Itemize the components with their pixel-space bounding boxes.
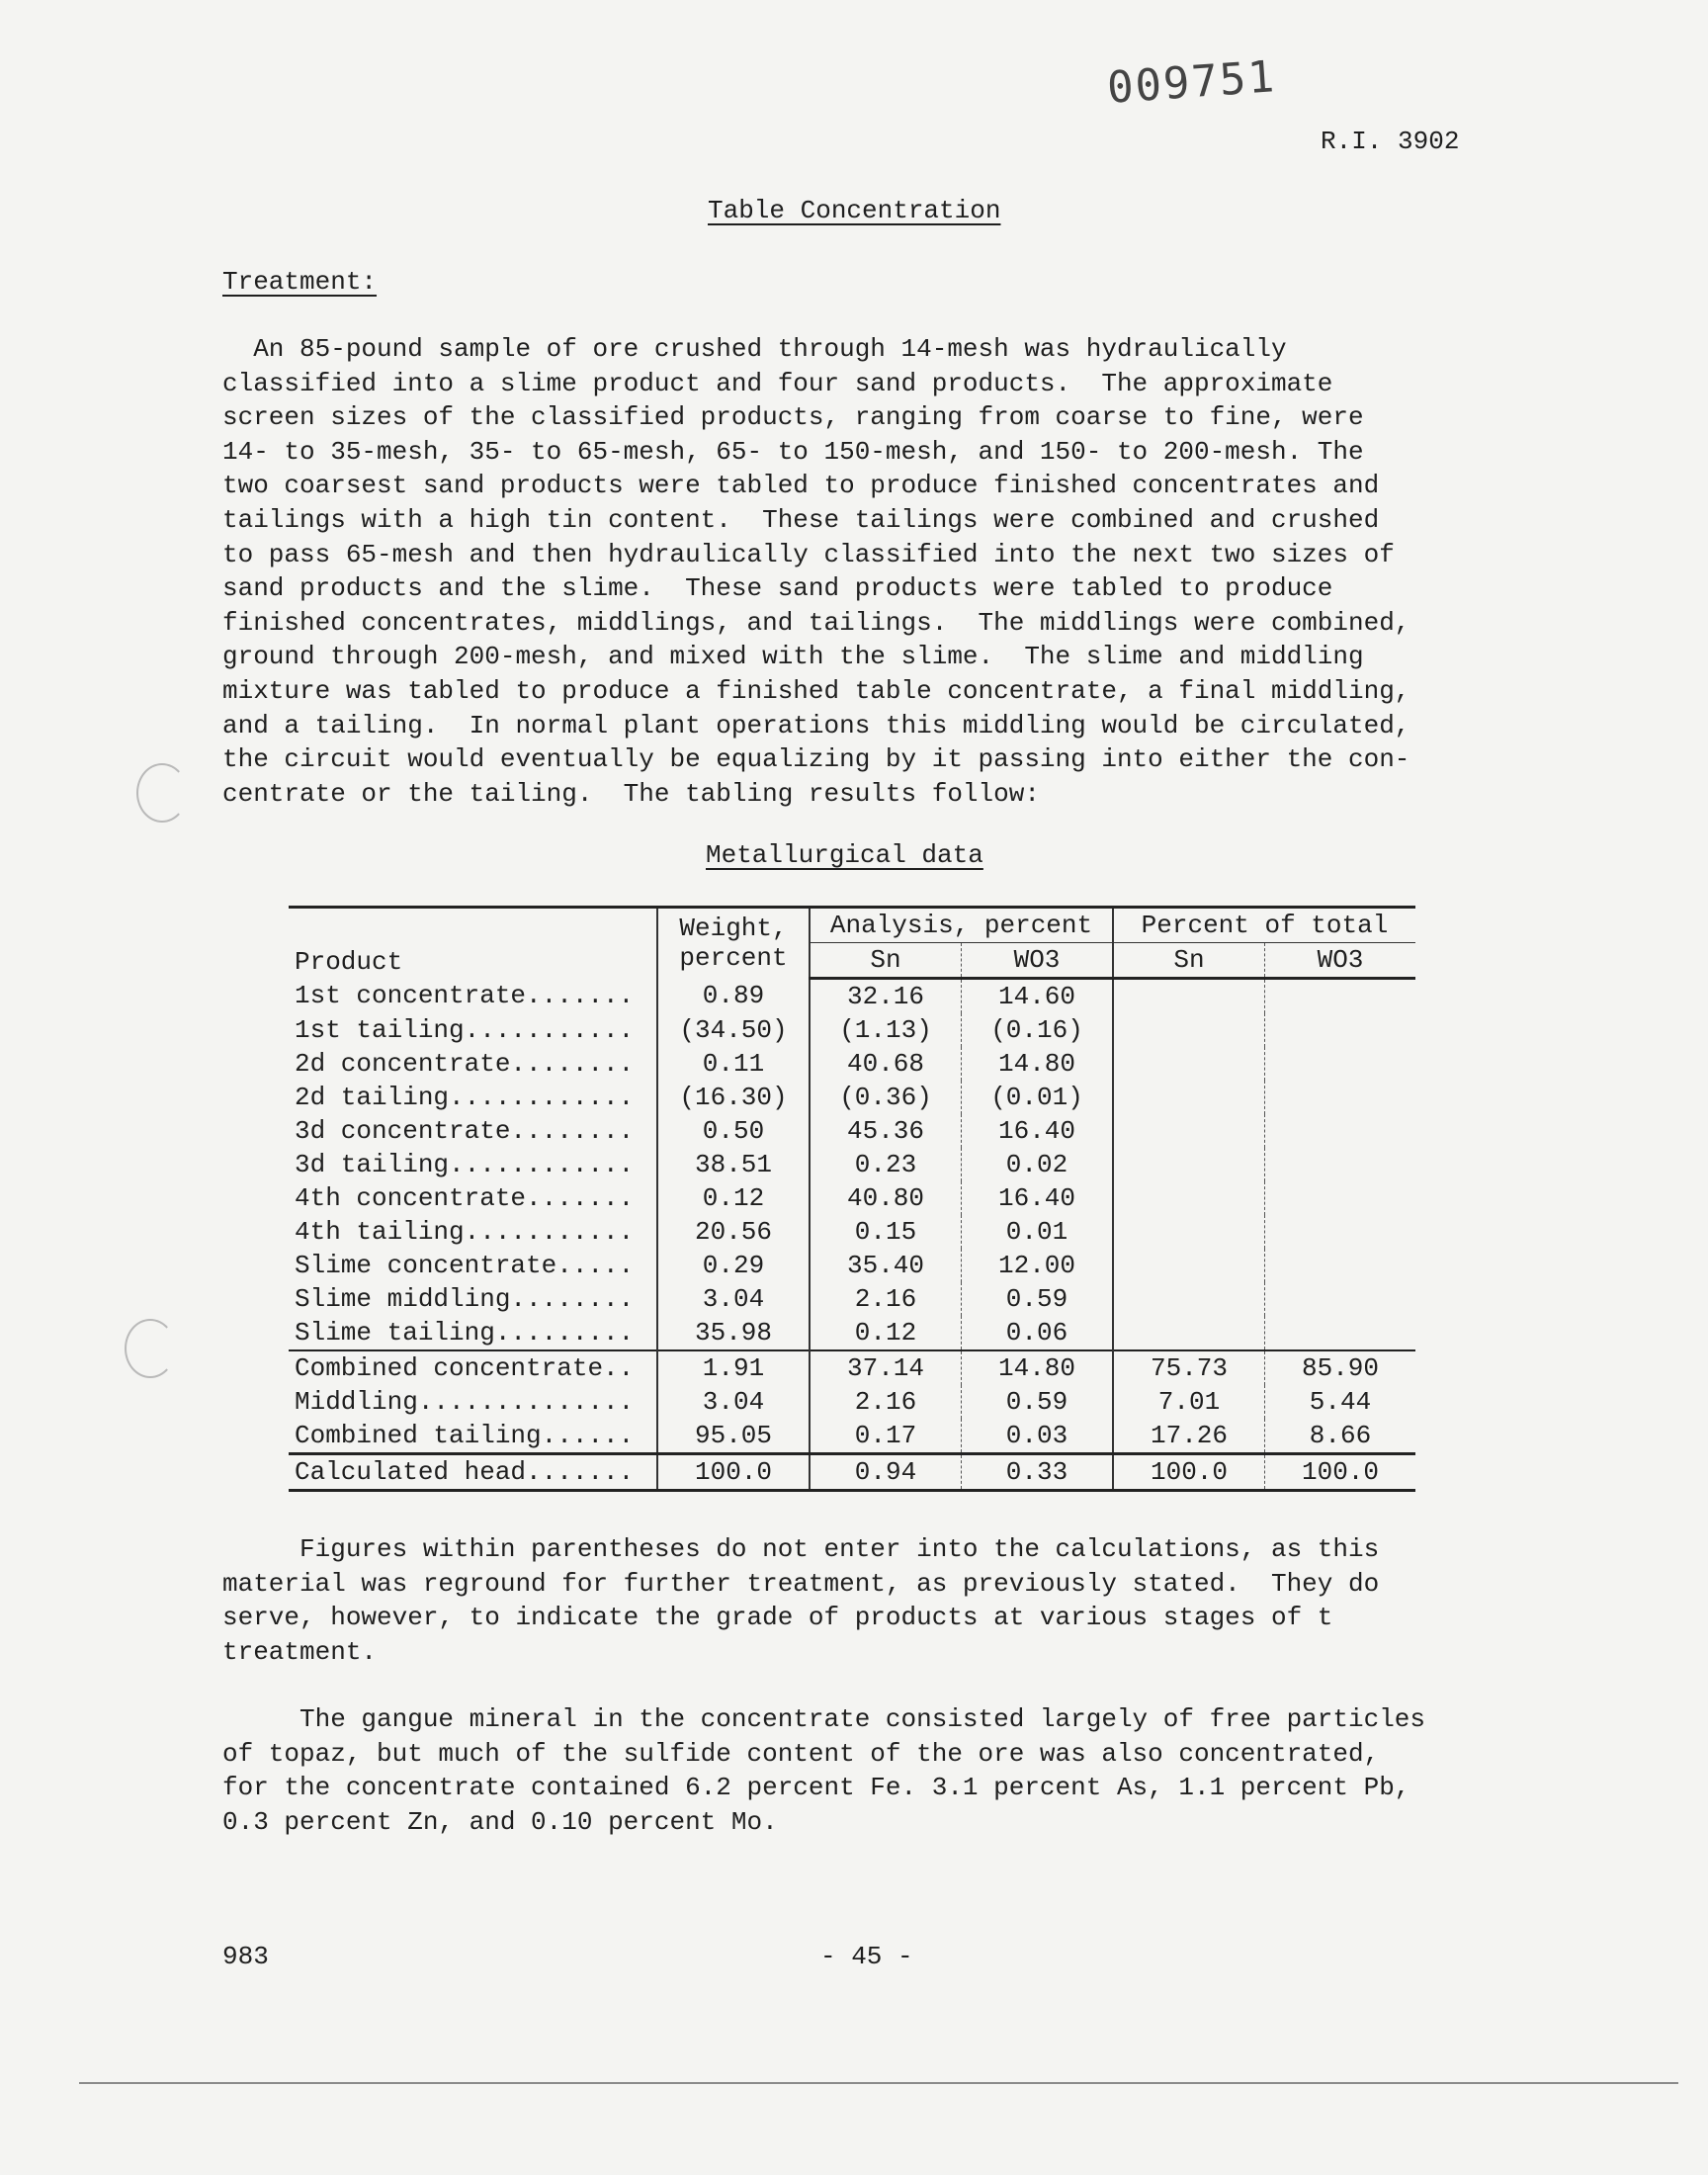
header-weight-line2: percent [679, 943, 788, 974]
cell-weight: 0.11 [657, 1047, 810, 1081]
table-row [289, 1454, 1415, 1491]
punch-hole-mark [136, 763, 188, 823]
cell-weight: 38.51 [657, 1148, 810, 1181]
cell-sn: 40.68 [810, 1047, 962, 1081]
text-line: sand products and the slime. These sand products were tabled to produce [222, 573, 1333, 604]
cell-product: Slime concentrate..... [295, 1251, 635, 1280]
cell-product: Calculated head....... [289, 1454, 657, 1491]
cell-weight: 0.12 [657, 1181, 810, 1215]
cell-wo3: (0.01) [962, 1081, 1114, 1114]
header-percent-of-total: Percent of total [1113, 908, 1415, 943]
table-row [289, 1148, 1415, 1181]
table-row [289, 1350, 1415, 1385]
cell-product: 2d concentrate........ [295, 1049, 635, 1079]
header-total-sn: Sn [1113, 943, 1265, 979]
cell-wo3: 14.60 [962, 979, 1114, 1014]
cell-total-wo3 [1265, 1114, 1416, 1148]
cell-sn: 32.16 [810, 979, 962, 1014]
cell-total-sn: 17.26 [1113, 1419, 1265, 1454]
text-line: and a tailing. In normal plant operations this middling would be circulated, [222, 710, 1410, 740]
cell-wo3: 0.06 [962, 1316, 1114, 1350]
table-row [289, 1282, 1415, 1316]
text-line: material was reground for further treatment, as previously stated. They do [222, 1568, 1380, 1599]
cell-weight: 100.0 [657, 1454, 810, 1491]
text-line: mixture was tabled to produce a finished table concentrate, a final middling, [222, 675, 1410, 706]
cell-total-sn: 75.73 [1113, 1350, 1265, 1385]
cell-weight: (34.50) [657, 1013, 810, 1047]
table-row [289, 1047, 1415, 1081]
cell-total-wo3: 100.0 [1265, 1454, 1416, 1491]
paragraph-parentheses-note [222, 1532, 1527, 1669]
cell-sn: (1.13) [810, 1013, 962, 1047]
header-weight [657, 908, 810, 979]
text-line: treatment. [222, 1636, 378, 1667]
cell-sn: 40.80 [810, 1181, 962, 1215]
cell-weight: 35.98 [657, 1316, 810, 1350]
table-row [289, 1013, 1415, 1047]
cell-total-sn [1113, 1249, 1265, 1282]
table-row [289, 1419, 1415, 1454]
cell-sn: 37.14 [810, 1350, 962, 1385]
cell-product: Slime tailing......... [295, 1318, 635, 1348]
cell-sn: 0.12 [810, 1316, 962, 1350]
text-line: The gangue mineral in the concentrate consisted largely of free particles [222, 1704, 1425, 1734]
paragraph-gangue-mineral [222, 1702, 1527, 1839]
cell-weight: 0.89 [657, 979, 810, 1014]
header-product: Product [289, 908, 657, 979]
cell-product: Combined concentrate.. [289, 1350, 657, 1385]
cell-weight: 3.04 [657, 1385, 810, 1419]
cell-product: 1st concentrate....... [295, 981, 635, 1011]
cell-total-wo3 [1265, 1081, 1416, 1114]
page-number: - 45 - [820, 1942, 913, 1971]
report-number: R.I. 3902 [1321, 127, 1460, 156]
cell-total-wo3: 85.90 [1265, 1350, 1416, 1385]
cell-total-wo3 [1265, 1282, 1416, 1316]
table-row [289, 1249, 1415, 1282]
text-line: ground through 200-mesh, and mixed with the slime. The slime and middling [222, 642, 1364, 672]
text-line: tailings with a high tin content. These tailings were combined and crushed [222, 504, 1380, 535]
cell-product: Combined tailing...... [295, 1421, 635, 1450]
cell-sn: 0.94 [810, 1454, 962, 1491]
cell-total-sn [1113, 1215, 1265, 1249]
text-line: to pass 65-mesh and then hydraulically classified into the next two sizes of [222, 539, 1395, 569]
cell-weight: 20.56 [657, 1215, 810, 1249]
cell-wo3: 0.59 [962, 1282, 1114, 1316]
cell-total-sn [1113, 1047, 1265, 1081]
header-total-wo3: WO3 [1265, 943, 1416, 979]
text-line: for the concentrate contained 6.2 percent Fe. 3.1 percent As, 1.1 percent Pb, [222, 1773, 1410, 1803]
cell-total-sn: 7.01 [1113, 1385, 1265, 1419]
text-line: finished concentrates, middlings, and tailings. The middlings were combined, [222, 607, 1410, 638]
cell-total-wo3 [1265, 1249, 1416, 1282]
cell-total-sn [1113, 979, 1265, 1014]
cell-wo3: 0.02 [962, 1148, 1114, 1181]
table-row [289, 1215, 1415, 1249]
cell-wo3: 14.80 [962, 1047, 1114, 1081]
cell-wo3: 12.00 [962, 1249, 1114, 1282]
cell-wo3: 0.03 [962, 1419, 1114, 1454]
cell-wo3: 16.40 [962, 1114, 1114, 1148]
punch-hole-mark [125, 1319, 176, 1378]
cell-product: 4th concentrate....... [295, 1183, 635, 1213]
cell-sn: 35.40 [810, 1249, 962, 1282]
cell-product: 1st tailing........... [295, 1015, 635, 1045]
cell-weight: 3.04 [657, 1282, 810, 1316]
cell-sn: 2.16 [810, 1282, 962, 1316]
cell-wo3: 0.33 [962, 1454, 1114, 1491]
text-line: 0.3 percent Zn, and 0.10 percent Mo. [222, 1806, 778, 1837]
cell-total-sn [1113, 1148, 1265, 1181]
text-line: classified into a slime product and four sand products. The approximate [222, 368, 1333, 398]
text-line: Figures within parentheses do not enter into the calculations, as this [222, 1534, 1380, 1564]
cell-total-wo3: 8.66 [1265, 1419, 1416, 1454]
cell-product: 3d tailing............ [295, 1150, 635, 1179]
cell-total-wo3 [1265, 1047, 1416, 1081]
page-bottom-border [79, 2082, 1678, 2084]
cell-product: 2d tailing............ [295, 1083, 635, 1112]
page-title: Table Concentration [708, 196, 1001, 225]
cell-product: Slime middling........ [295, 1284, 635, 1314]
table-row [289, 1181, 1415, 1215]
cell-sn: (0.36) [810, 1081, 962, 1114]
section-heading: Treatment: [222, 267, 378, 297]
text-line: An 85-pound sample of ore crushed through 14-mesh was hydraulically [222, 334, 1287, 364]
text-line: 14- to 35-mesh, 35- to 65-mesh, 65- to 150-mesh, and 150- to 200-mesh. The [222, 436, 1364, 467]
cell-total-sn [1113, 1181, 1265, 1215]
table-row [289, 1385, 1415, 1419]
cell-wo3: 0.59 [962, 1385, 1114, 1419]
cell-total-wo3 [1265, 1181, 1416, 1215]
cell-sn: 45.36 [810, 1114, 962, 1148]
cell-product: 3d concentrate........ [295, 1116, 635, 1146]
header-wo3: WO3 [962, 943, 1114, 979]
cell-total-sn [1113, 1114, 1265, 1148]
header-weight-line1: Weight, [679, 914, 788, 944]
archive-stamp-number: 009751 [1105, 51, 1278, 114]
header-analysis-percent: Analysis, percent [810, 908, 1113, 943]
text-line: of topaz, but much of the sulfide content of the ore was also concentrated, [222, 1738, 1380, 1769]
cell-sn: 0.17 [810, 1419, 962, 1454]
header-sn: Sn [810, 943, 962, 979]
cell-wo3: 0.01 [962, 1215, 1114, 1249]
footer-code: 983 [222, 1942, 269, 1971]
cell-total-wo3: 5.44 [1265, 1385, 1416, 1419]
cell-total-sn [1113, 1013, 1265, 1047]
cell-sn: 0.23 [810, 1148, 962, 1181]
text-line: centrate or the tailing. The tabling results follow: [222, 778, 1040, 809]
cell-total-sn [1113, 1081, 1265, 1114]
table-row [289, 1316, 1415, 1350]
table-row [289, 1081, 1415, 1114]
text-line: two coarsest sand products were tabled to produce finished concentrates and [222, 471, 1380, 501]
cell-wo3: (0.16) [962, 1013, 1114, 1047]
table-caption: Metallurgical data [706, 840, 983, 870]
cell-total-wo3 [1265, 1013, 1416, 1047]
text-line: the circuit would eventually be equalizing by it passing into either the con- [222, 744, 1410, 775]
cell-wo3: 14.80 [962, 1350, 1114, 1385]
cell-total-sn [1113, 1282, 1265, 1316]
text-line: screen sizes of the classified products, ranging from coarse to fine, were [222, 402, 1364, 433]
cell-weight: 0.50 [657, 1114, 810, 1148]
cell-weight: 1.91 [657, 1350, 810, 1385]
cell-total-sn: 100.0 [1113, 1454, 1265, 1491]
cell-total-wo3 [1265, 1148, 1416, 1181]
metallurgical-data-table [289, 906, 1415, 1492]
cell-total-wo3 [1265, 1316, 1416, 1350]
cell-weight: 95.05 [657, 1419, 810, 1454]
text-line: serve, however, to indicate the grade of products at various stages of t [222, 1603, 1333, 1633]
cell-sn: 2.16 [810, 1385, 962, 1419]
cell-total-wo3 [1265, 1215, 1416, 1249]
table-row [289, 1114, 1415, 1148]
cell-wo3: 16.40 [962, 1181, 1114, 1215]
cell-weight: (16.30) [657, 1081, 810, 1114]
cell-weight: 0.29 [657, 1249, 810, 1282]
cell-product: Middling.............. [295, 1387, 635, 1417]
table-row [289, 979, 1415, 1014]
cell-total-sn [1113, 1316, 1265, 1350]
paragraph-treatment [222, 332, 1527, 811]
cell-product: 4th tailing........... [295, 1217, 635, 1247]
cell-sn: 0.15 [810, 1215, 962, 1249]
cell-total-wo3 [1265, 979, 1416, 1014]
